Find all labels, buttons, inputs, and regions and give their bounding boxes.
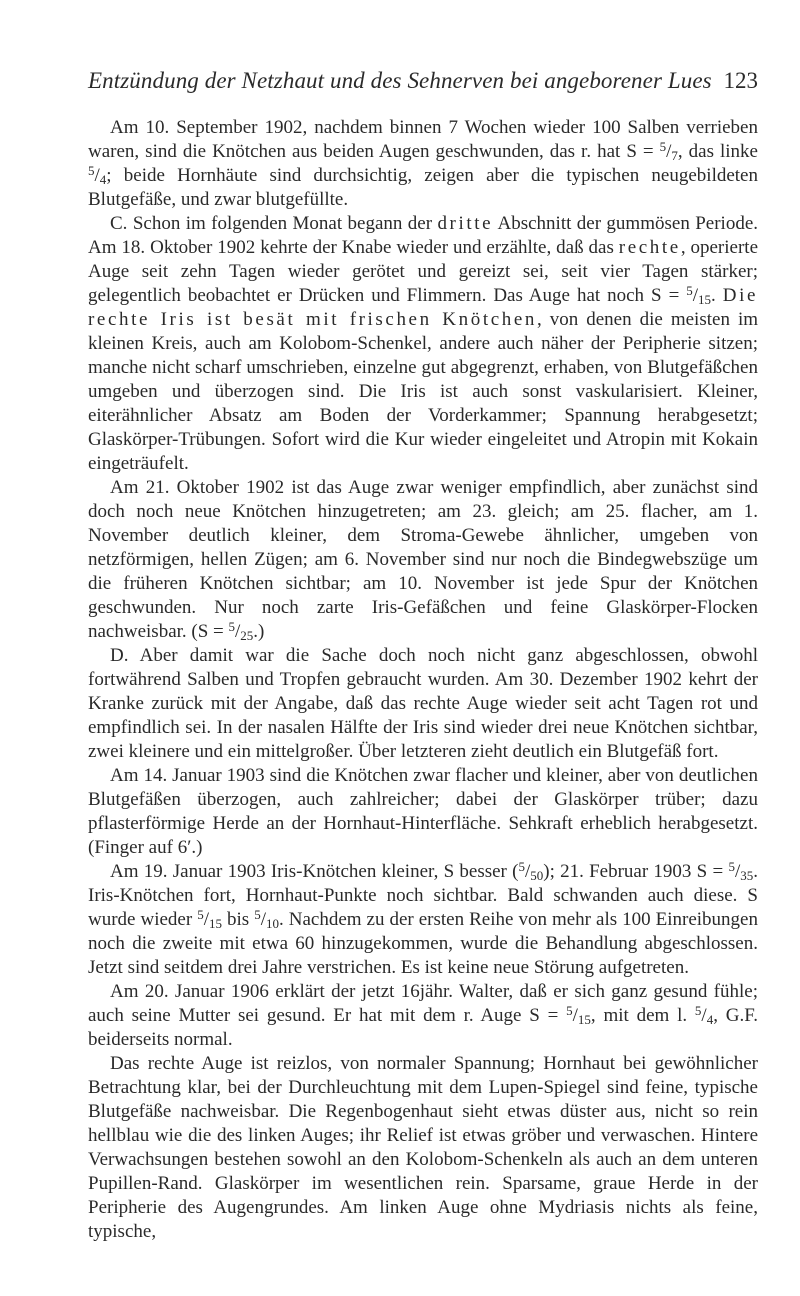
- emphasis-dritte: dritte: [437, 213, 494, 234]
- paragraph-4: D. Aber damit war die Sache doch noch nicht ganz abgeschlossen, obwohl fortwährend Salben und Tropfen gebraucht wurden. Am 30. Dezember 1902 kehrt der Kranke zurück mit der Angabe, daß das rechte Auge wieder seit acht Tagen rot und empfindlich sei. In der nasalen Hälfte der Iris sind wieder drei neue Knötchen sichtbar, zwei kleinere und ein mittelgroßer. Über letzteren zieht deutlich ein Blutgefäß fort.: [88, 645, 758, 762]
- fraction-5-15: $^5/_{15}$: [686, 283, 712, 307]
- fraction-5-7: $^5/_7$: [659, 139, 678, 163]
- paragraph-1: Am 10. September 1902, nachdem binnen 7 Wochen wieder 100 Salben verrieben waren, sind die Knötchen aus beiden Augen geschwunden, das r. hat $S = ^5/_7$, das linke $^5/_4$; beide Hornhäute sind durchsichtig, zeigen aber die typischen neugebildeten Blutgefäße, und zwar blutgefüllte.: [88, 117, 758, 210]
- fraction-5-4: $^5/_4$: [88, 163, 107, 187]
- paragraph-3: Am 21. Oktober 1902 ist das Auge zwar weniger empfindlich, aber zunächst sind doch noch neue Knötchen hinzugetreten; am 23. gleich; am 25. flacher, am 1. November deutlich kleiner, dem Stroma-Gewebe ähnlicher, umgeben von netzförmigen, hellen Zügen; am 6. November sind nur noch die Bindegwebszüge um die früheren Knötchen sichtbar; am 10. November ist jede Spur der Knötchen geschwunden. Nur noch zarte Iris-Gefäßchen und feine Glaskörper-Flocken nachweisbar. $(S = ^5/_{25}.)$: [88, 477, 758, 643]
- paragraph-2: C. Schon im folgenden Monat begann der dritte Abschnitt der gummösen Periode. Am 18. Oktober 1902 kehrte der Knabe wieder und erzählte, daß das rechte, operierte Auge seit zehn Tagen wieder gerötet und gereizt sei, seit vier Tagen stärker; gelegentlich beobachtet er Drücken und Flimmern. Das Auge hat noch $S = ^5/_{15}$. Die rechte Iris ist besät mit frischen Knötchen, von denen die meisten im kleinen Kreis, auch am Kolobom-Schenkel, andere auch näher der Peripherie sitzen; manche nicht scharf umschrieben, einzelne gut abgegrenzt, erhaben, von Blutgefäßchen umgeben und überzogen sind. Die Iris ist auch sonst vaskularisiert. Kleiner, eiterähnlicher Absatz am Boden der Vorderkammer; Spannung herabgesetzt; Glaskörper-Trübungen. Sofort wird die Kur wieder eingeleitet und Atropin mit Kokain eingeträufelt.: [88, 213, 759, 474]
- fraction-5-10: $^5/_{10}$: [254, 907, 279, 931]
- running-title: Entzündung der Netzhaut und des Sehnerven bei angeborener Lues: [88, 68, 712, 93]
- fraction-5-15-c: $^5/_{15}$: [566, 1003, 591, 1027]
- running-header: [88, 68, 758, 102]
- paragraph-7: Am 20. Januar 1906 erklärt der jetzt 16jähr. Walter, daß er sich ganz gesund fühle; auch seine Mutter sei gesund. Er hat mit dem r. Auge $S = ^5/_{15}$, mit dem l. $^5/_4$, G.F. beiderseits normal.: [88, 981, 758, 1050]
- fraction-5-25: $^5/_{25}$: [228, 619, 254, 643]
- fraction-5-15-b: $^5/_{15}$: [197, 907, 222, 931]
- paragraph-8: Das rechte Auge ist reizlos, von normaler Spannung; Hornhaut bei gewöhnlicher Betrachtung klar, bei der Durchleuchtung mit dem Lupen-Spiegel sind feine, typische Blutgefäße nachweisbar. Die Regenbogenhaut sieht etwas düster aus, nicht so rein hellblau wie die des linken Auges; ihr Relief ist etwas gröber und verwaschen. Hintere Verwachsungen bestehen sowohl an den Kolobom-Schenkeln als auch an dem unteren Pupillen-Rand. Glaskörper im wesentlichen rein. Sparsame, graue Herde in der Peripherie des Augengrundes. Am linken Auge ohne Mydriasis nichts als feine, typische,: [88, 1053, 758, 1242]
- emphasis-rechte: rechte: [618, 237, 681, 258]
- body-text: [88, 116, 758, 1244]
- fraction-5-50: $^5/_{50}$: [518, 859, 544, 883]
- fraction-5-4-b: $^5/_4$: [694, 1003, 714, 1027]
- fraction-5-35: $^5/_{35}$: [728, 859, 754, 883]
- paragraph-5: Am 14. Januar 1903 sind die Knötchen zwar flacher und kleiner, aber von deutlichen Blutgefäßen überzogen, auch zahlreicher; dabei der Glaskörper trüber; dazu pflasterförmige Herde an der Hornhaut-Hinterfläche. Sehkraft erheblich herabgesetzt. (Finger auf 6′.): [88, 765, 758, 858]
- page-number: 123: [723, 68, 758, 93]
- emphasis-iris-knoetchen: Die rechte Iris ist besät mit frischen Knötchen: [88, 285, 759, 330]
- paragraph-6: Am 19. Januar 1903 Iris-Knötchen kleiner, S besser $(^5/_{50})$; 21. Februar 1903 $S = ^5/_{35}$. Iris-Knötchen fort, Hornhaut-Punkte noch sichtbar. Bald schwanden auch diese. S wurde wieder $^5/_{15}$ bis $^5/_{10}$. Nachdem zu der ersten Reihe von mehr als 100 Einreibungen noch die zweite mit etwa 60 hinzugekommen, wurde die Behandlung abgeschlossen. Jetzt sind seitdem drei Jahre verstrichen. Es ist keine neue Störung aufgetreten.: [88, 859, 758, 978]
